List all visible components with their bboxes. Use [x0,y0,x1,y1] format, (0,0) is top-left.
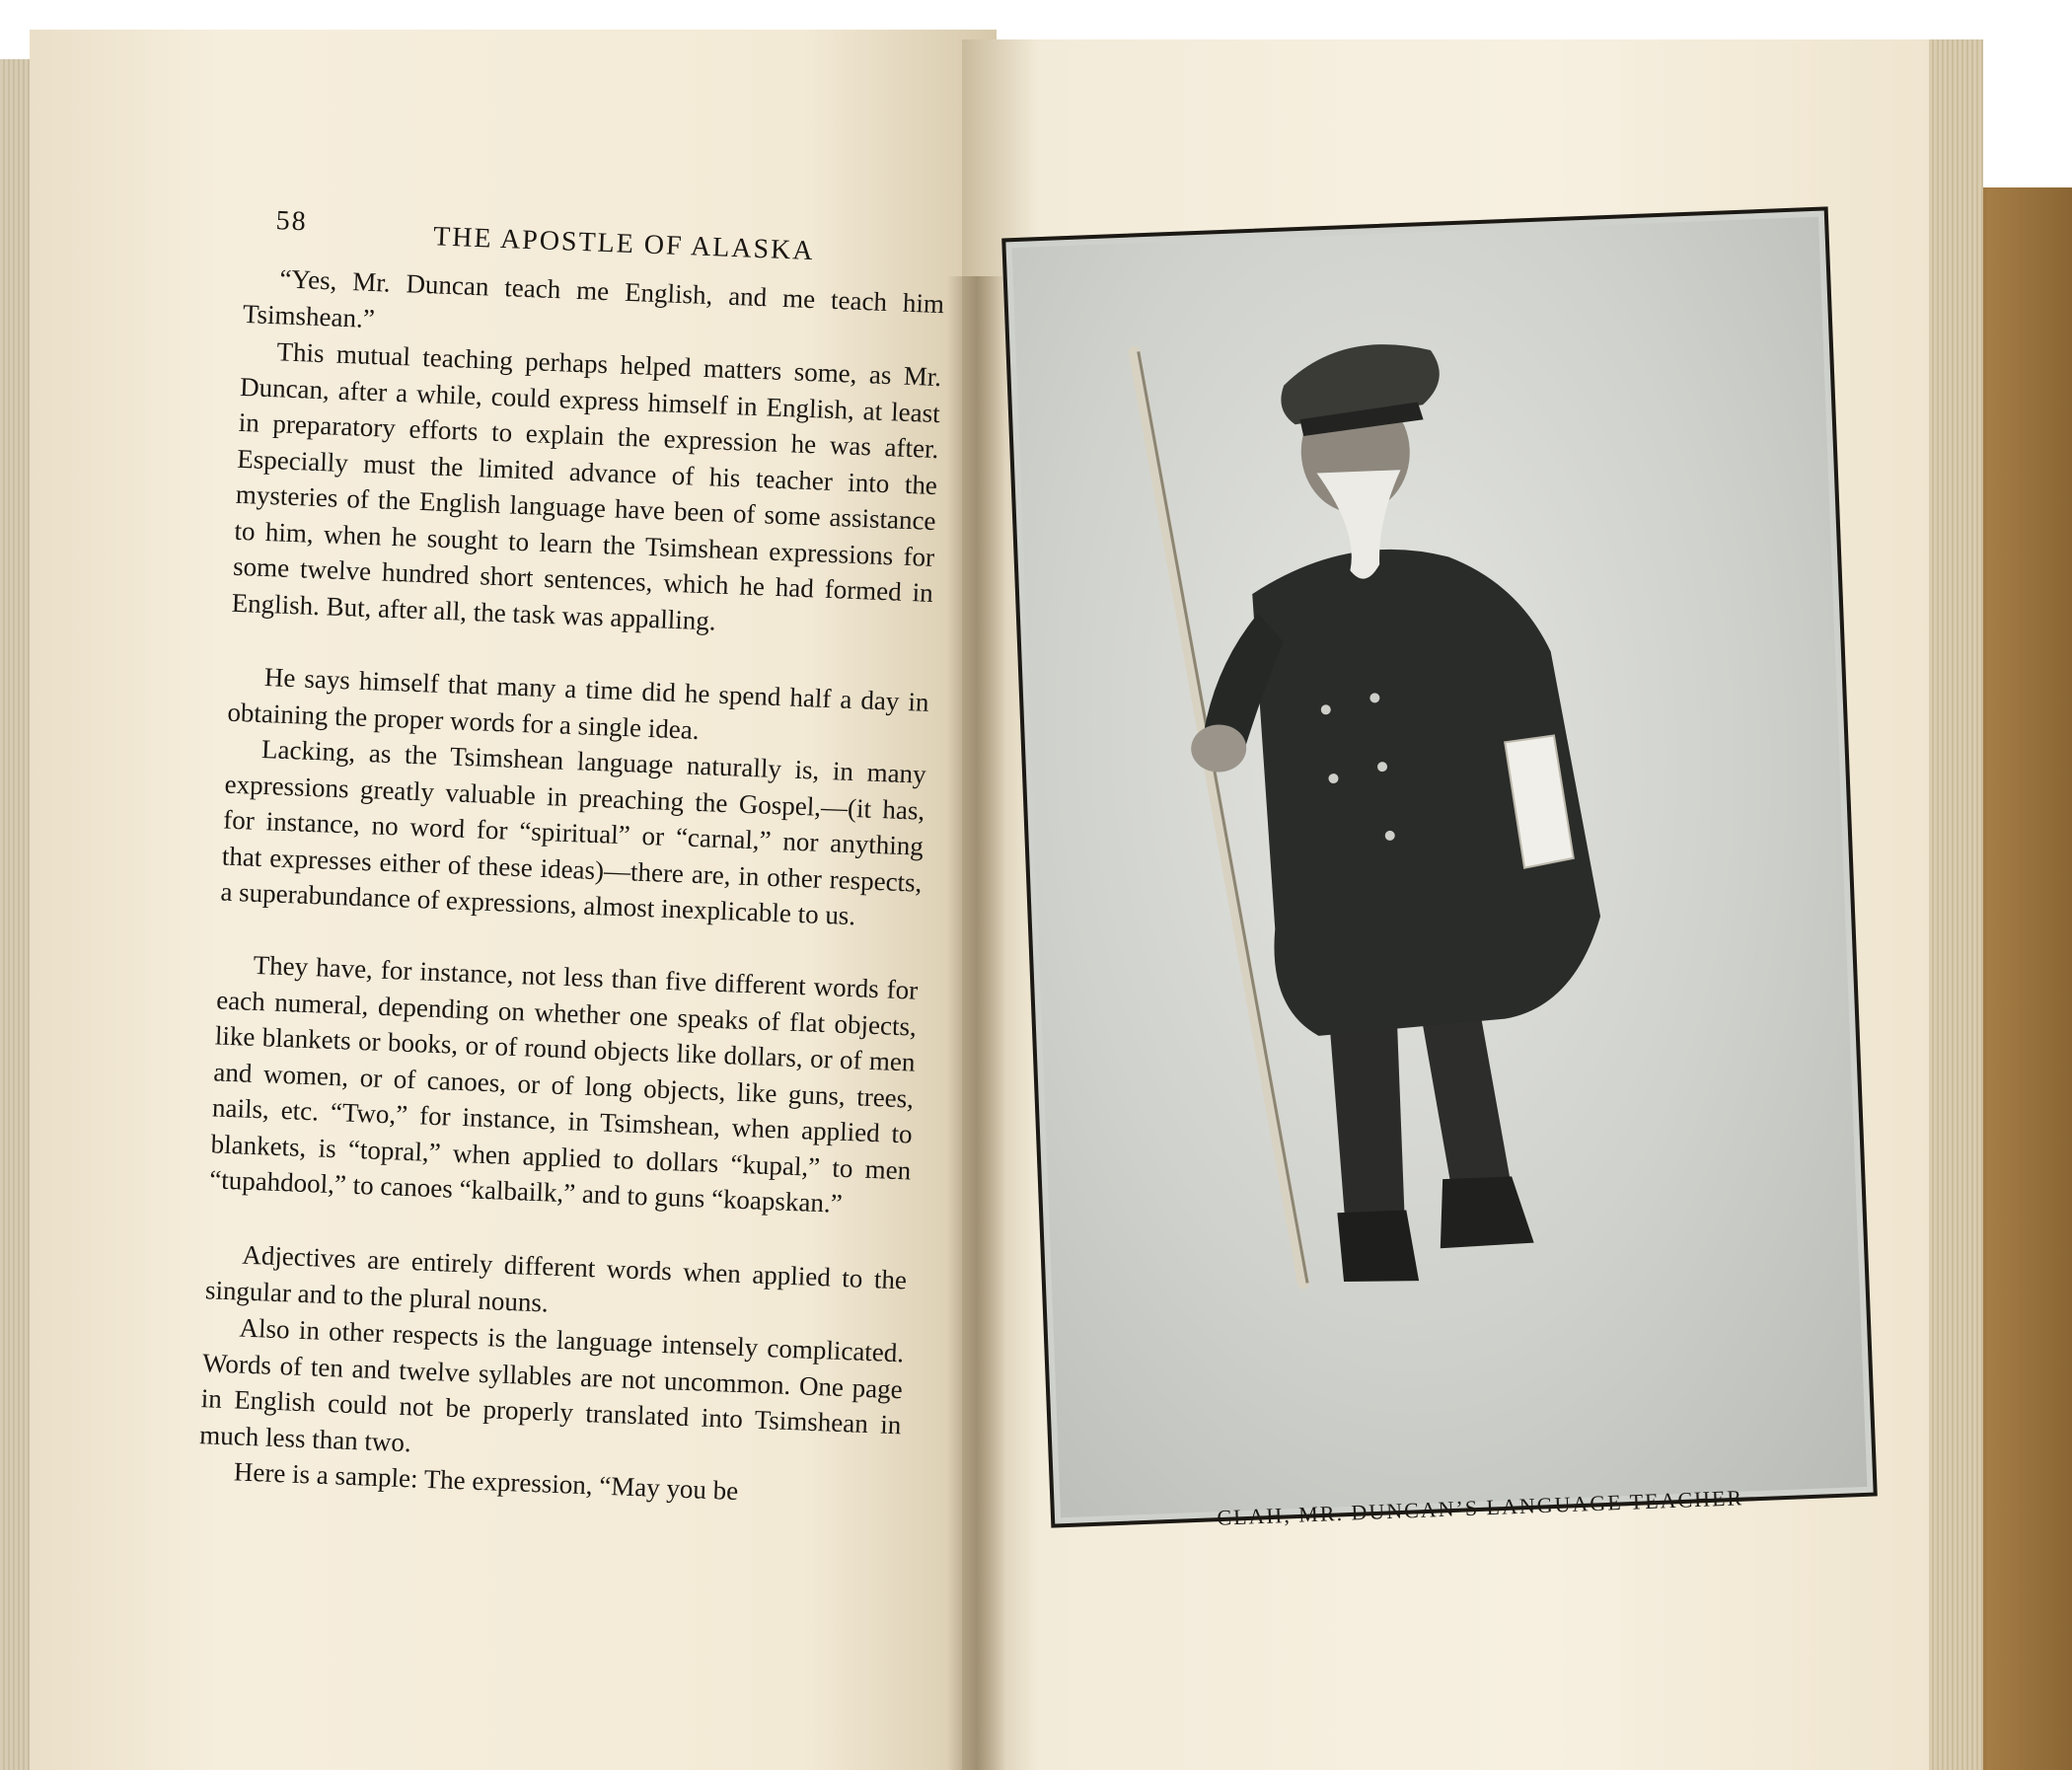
paragraph: Lacking, as the Tsimshean language naturally is, in many expressions greatly valuable in preaching the Gospel,—(it has, for instance, no word for “spiritual” or “carnal,” nor anything that expresses either of these ideas)—there are, in other respects, a superabundance of expressions, almost inexplicable to us. [219,733,927,931]
left-page-text [196,205,947,1560]
running-head-title: THE APOSTLE OF ALASKA [432,221,816,267]
paragraph: They have, for instance, not less than five different words for each numeral, depending on whether one speaks of flat objects, like blankets or books, or of round objects like dollars, or of men and women, or of canoes, or of long objects, like guns, trees, nails, etc. “Two,” for instance, in Tsimshean, when applied to blankets, is “topral,” when applied to dollars “kupal,” to men “tupahdool,” to canoes “kalbailk,” and to guns “koapskan.” [208,949,919,1218]
page-number: 58 [275,205,309,238]
paragraph: This mutual teaching perhaps helped matters some, as Mr. Duncan, after a while, could express himself in English, at least in preparatory efforts to explain the expression he was after. Especially must the limited advance of his teacher into the mysteries of the English language have been of some assistance to him, when he sought to learn the Tsimshean expressions for some twelve hundred short sentences, which he had formed in English. But, after all, the task was appalling. [231,336,942,636]
paragraph: He says himself that many a time did he spend half a day in obtaining the proper words for a single idea. [226,662,930,745]
paragraph: Adjectives are entirely different words when applied to the singular and to the plural nouns. [204,1239,908,1318]
book-gutter [947,276,1006,1770]
paragraph: Here is a sample: The expression, “May you be [233,1456,739,1507]
portrait-photo [1012,217,1868,1517]
right-boot [1438,1176,1534,1249]
paragraph: “Yes, Mr. Duncan teach me English, and me teach him Tsimshean.” [242,263,945,333]
paragraph: Also in other respects is the language intensely complicated. Words of ten and twelve syllables are not uncommon. One page in English could not be properly translated into Tsimshean in much less than two. [198,1312,905,1457]
plate-caption: CLAH, MR. DUNCAN’S LANGUAGE TEACHER [1216,1485,1744,1530]
left-boot [1337,1210,1419,1284]
photo-plate [1001,206,1878,1527]
